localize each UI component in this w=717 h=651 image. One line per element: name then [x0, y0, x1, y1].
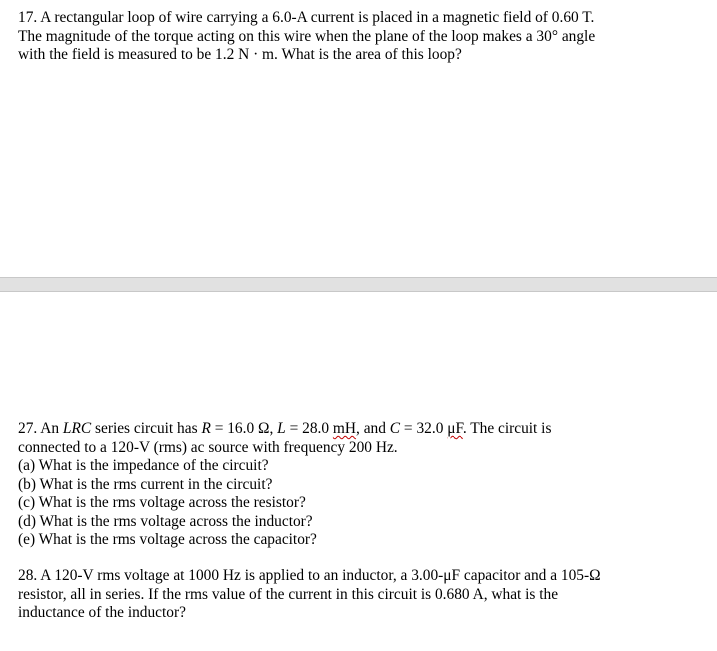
problem-17-line-1: 17. A rectangular loop of wire carrying a 6.0-A current is placed in a magnetic field of 0.60 T.: [18, 9, 595, 26]
page-break-separator: [0, 277, 717, 292]
inductance-value: = 28.0: [289, 420, 330, 437]
problem-27-part-b: (b) What is the rms current in the circuit?: [18, 475, 273, 493]
problem-27-part-a: (a) What is the impedance of the circuit?: [18, 457, 269, 474]
problem-27-part-e: (e) What is the rms voltage across the capacitor?: [18, 531, 317, 548]
problem-27-series-text: series circuit has: [95, 420, 198, 437]
capacitance-variable: C: [389, 420, 401, 437]
problem-28-line-3: inductance of the inductor?: [18, 604, 186, 621]
problem-27-number: 27. An: [18, 420, 60, 437]
resistance-value: = 16.0 Ω,: [214, 420, 274, 437]
problem-27-line-1-tail: . The circuit is: [462, 420, 552, 437]
problem-17-line-2: The magnitude of the torque acting on this wire when the plane of the loop makes a 30° angle: [18, 27, 596, 45]
problem-27-line-1: [18, 420, 708, 439]
problem-28-line-1: 28. A 120-V rms voltage at 1000 Hz is applied to an inductor, a 3.00-μF capacitor and a 105-Ω: [18, 567, 601, 584]
capacitance-unit-spellcheck[interactable]: μF: [447, 420, 463, 437]
lrc-label: LRC: [62, 420, 92, 437]
problem-27-line-2: connected to a 120-V (rms) ac source with frequency 200 Hz.: [18, 438, 398, 456]
problem-28: [18, 567, 708, 623]
problem-17-line-3: with the field is measured to be 1.2 N · m. What is the area of this loop?: [18, 46, 462, 63]
resistance-variable: R: [201, 420, 211, 437]
capacitance-value: = 32.0: [403, 420, 444, 437]
problem-17: [18, 9, 708, 65]
inductance-unit-spellcheck[interactable]: mH: [332, 420, 357, 437]
and-text: , and: [356, 420, 386, 437]
problem-27-part-d: (d) What is the rms voltage across the inductor?: [18, 512, 313, 530]
problem-27-part-c: (c) What is the rms voltage across the resistor?: [18, 494, 306, 511]
inductance-variable: L: [277, 420, 286, 437]
problem-28-line-2: resistor, all in series. If the rms value of the current in this circuit is 0.680 A, what is the: [18, 585, 559, 603]
problem-27: [18, 420, 708, 550]
